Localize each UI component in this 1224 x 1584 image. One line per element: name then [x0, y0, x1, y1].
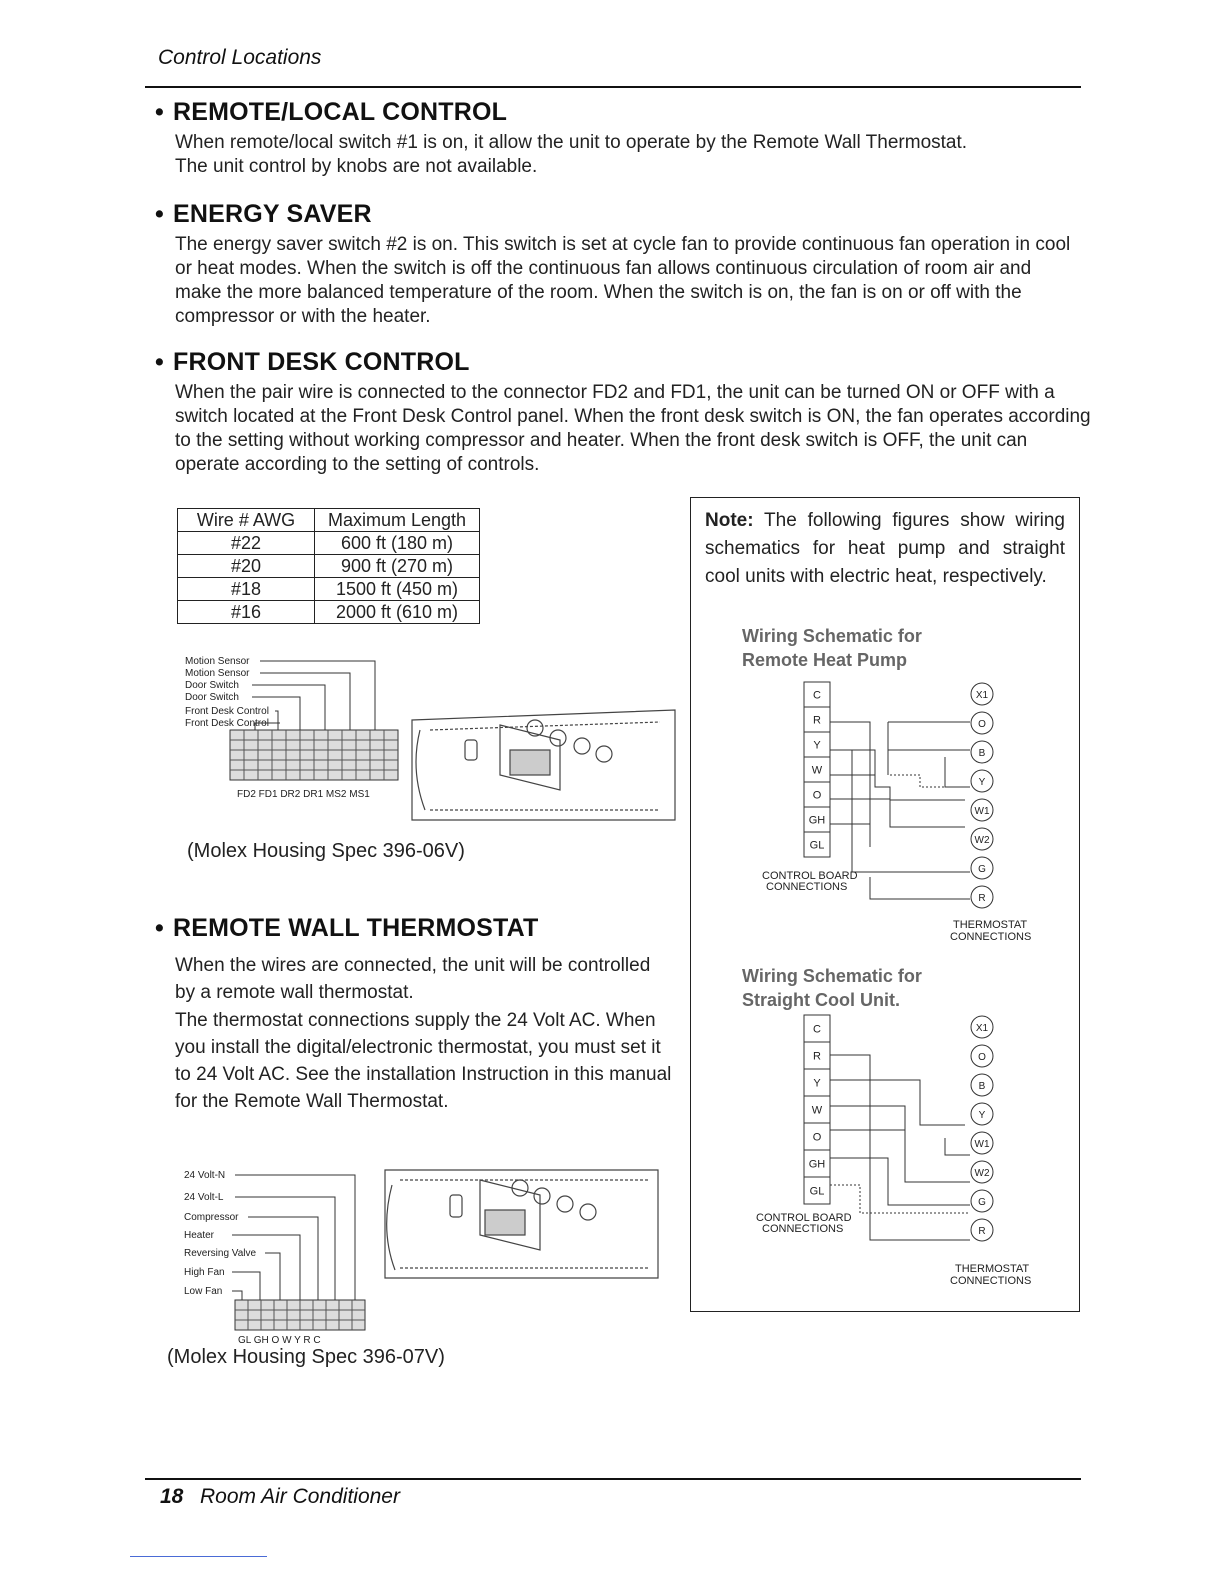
molex-06v-label: Motion Sensor [185, 668, 250, 679]
thermostat-terminal [971, 1161, 993, 1183]
page-number: 18 [160, 1485, 184, 1508]
board-terminal [804, 807, 830, 832]
molex-06v-label: Front Desk Control [185, 718, 269, 729]
board-terminal-label: O [812, 789, 822, 802]
board-terminal [804, 1015, 830, 1042]
table-header-row [178, 509, 480, 532]
molex-06v-pin-labels: FD2 FD1 DR2 DR1 MS2 MS1 [237, 789, 370, 800]
schematic-title-line: Wiring Schematic for [742, 626, 922, 646]
molex-07v-label: Low Fan [184, 1286, 223, 1297]
board-terminal-label: O [812, 1131, 822, 1144]
footer-title: Room Air Conditioner [200, 1485, 400, 1508]
straight-cool-schematic-title [742, 964, 922, 1012]
board-terminal [804, 1096, 830, 1123]
thermostat-terminal-label: B [978, 1081, 986, 1092]
molex-06v-label: Front Desk Control [185, 706, 269, 717]
front-desk-title: FRONT DESK CONTROL [173, 348, 470, 376]
note-label: Note: [705, 510, 754, 531]
board-terminal-label: C [813, 689, 821, 702]
table-cell: #20 [178, 555, 315, 578]
thermostat-terminal [971, 799, 993, 821]
board-terminal-label: Y [813, 739, 821, 752]
board-terminal-label: W [811, 764, 823, 777]
table-row [178, 601, 480, 624]
thermostat-connections-label: THERMOSTAT [953, 919, 1028, 931]
thermostat-terminal-label: X1 [975, 690, 989, 701]
thermostat-terminal [971, 770, 993, 792]
molex-07v-label: Compressor [184, 1212, 239, 1223]
thermostat-terminal-label: R [978, 893, 986, 904]
thermostat-terminal [971, 1219, 993, 1241]
board-terminal [804, 1123, 830, 1150]
board-terminal-label: GH [808, 1158, 826, 1171]
thermostat-terminal-label: W2 [974, 1168, 990, 1179]
thermostat-terminal-label: W1 [974, 806, 990, 817]
front-desk-paragraph [175, 381, 1091, 477]
wire-length-table [177, 508, 480, 624]
table-cell: #18 [178, 578, 315, 601]
board-terminal [804, 782, 830, 807]
thermostat-terminal-label: R [978, 1226, 986, 1237]
molex-06v-label: Door Switch [185, 692, 239, 703]
molex-07v-label: 24 Volt-N [184, 1170, 226, 1181]
molex-07v-pin-labels: GL GH O W Y R C [238, 1335, 321, 1346]
board-terminal [804, 682, 830, 707]
molex-07v-label: 24 Volt-L [184, 1192, 224, 1203]
table-cell: 2000 ft (610 m) [315, 601, 480, 624]
molex-07v-label: High Fan [184, 1267, 225, 1278]
board-terminal [804, 1042, 830, 1069]
board-terminal-label: Y [813, 1077, 821, 1090]
text-line: or heat modes. When the switch is off the continuous fan allows continuous circulation of room air and [175, 258, 1032, 279]
molex-07v-diagram [180, 1160, 670, 1350]
thermostat-terminal-label: W2 [974, 835, 990, 846]
molex-06v-label: Door Switch [185, 680, 239, 691]
table-cell: #16 [178, 601, 315, 624]
text-line: to the setting without working compressor and heater. When the front desk switch is OFF, the unit can [175, 430, 1028, 451]
table-header-cell: Wire # AWG [178, 509, 315, 532]
thermostat-terminal [971, 1132, 993, 1154]
board-terminal-label: W [811, 1104, 823, 1117]
remote-wall-title: REMOTE WALL THERMOSTAT [173, 914, 539, 942]
unit-illustration [385, 1170, 658, 1278]
heat-pump-schematic-title [742, 624, 922, 672]
text-line: compressor or with the heater. [175, 306, 431, 327]
footer-rule [145, 1478, 1081, 1480]
thermostat-terminal [971, 1074, 993, 1096]
text-line: When the pair wire is connected to the connector FD2 and FD1, the unit can be turned ON or OFF with a [175, 382, 1055, 403]
note-text [705, 507, 1065, 591]
text-line: The energy saver switch #2 is on. This switch is set at cycle fan to provide continuous fan operation in cool [175, 234, 1071, 255]
front-desk-heading: • FRONT DESK CONTROL [155, 348, 470, 376]
thermostat-terminal [971, 1190, 993, 1212]
molex-06v-caption: (Molex Housing Spec 396-06V) [187, 840, 465, 862]
table-row [178, 532, 480, 555]
board-connections-label: CONNECTIONS [766, 881, 848, 893]
board-terminal [804, 707, 830, 732]
page-header-title: Control Locations [158, 46, 322, 69]
thermostat-terminal-label: B [978, 748, 986, 759]
thermostat-terminal [971, 857, 993, 879]
table-header-cell: Maximum Length [315, 509, 480, 532]
link-underline [130, 1556, 267, 1557]
connector-07v [235, 1300, 365, 1330]
thermostat-terminal-label: O [978, 1052, 986, 1063]
thermostat-terminal [971, 886, 993, 908]
board-terminal [804, 1150, 830, 1177]
molex-06v-diagram [180, 650, 680, 830]
board-terminal [804, 832, 830, 857]
straight-cool-wiring-schematic [740, 1010, 1060, 1290]
table-cell: 600 ft (180 m) [315, 532, 480, 555]
energy-saver-heading: • ENERGY SAVER [155, 200, 372, 228]
table-row [178, 555, 480, 578]
thermostat-terminal [971, 712, 993, 734]
text-line: operate according to the setting of controls. [175, 454, 540, 475]
schematic-title-line: Wiring Schematic for [742, 966, 922, 986]
board-connections-label: CONTROL BOARD [756, 1212, 852, 1224]
table-row [178, 578, 480, 601]
thermostat-terminal-label: Y [978, 1110, 986, 1121]
table-cell: 900 ft (270 m) [315, 555, 480, 578]
remote-local-heading: • REMOTE/LOCAL CONTROL [155, 98, 508, 126]
thermostat-terminal-label: X1 [975, 1023, 989, 1034]
molex-06v-label: Motion Sensor [185, 656, 250, 667]
molex-07v-label: Heater [184, 1230, 215, 1241]
energy-saver-paragraph [175, 233, 1070, 329]
text-line: When the wires are connected, the unit will be controlled [175, 955, 651, 976]
remote-wall-paragraph [175, 952, 671, 1116]
thermostat-terminal [971, 683, 993, 705]
board-terminal [804, 757, 830, 782]
schematic-title-line: Straight Cool Unit. [742, 990, 900, 1010]
thermostat-terminal [971, 1045, 993, 1067]
thermostat-terminal [971, 828, 993, 850]
text-line: The thermostat connections supply the 24 Volt AC. When [175, 1009, 656, 1031]
molex-07v-label: Reversing Valve [184, 1248, 257, 1259]
text-line: switch located at the Front Desk Control panel. When the front desk switch is ON, the fan operates according [175, 406, 1091, 427]
thermostat-terminal [971, 1016, 993, 1038]
board-terminal-label: GL [809, 839, 825, 852]
text-line: make the more balanced temperature of the room. When the switch is on, the fan is on or off with the [175, 282, 1022, 303]
table-cell: 1500 ft (450 m) [315, 578, 480, 601]
thermostat-terminal-label: Y [978, 777, 986, 788]
board-terminal-label: R [813, 1050, 821, 1063]
thermostat-terminal-label: G [978, 1197, 986, 1208]
text-line: for the Remote Wall Thermostat. [175, 1091, 449, 1113]
board-terminal-label: R [813, 714, 821, 727]
board-terminal-label: GL [809, 1185, 825, 1198]
board-terminal-label: GH [808, 814, 826, 827]
board-connections-label: CONNECTIONS [762, 1223, 844, 1235]
energy-saver-title: ENERGY SAVER [173, 200, 372, 228]
connector-06v [230, 730, 398, 780]
text-line: to 24 Volt AC. See the installation Instruction in this manual [175, 1064, 672, 1086]
schematic-title-line: Remote Heat Pump [742, 650, 908, 670]
text-line: by a remote wall thermostat. [175, 982, 414, 1004]
board-terminal [804, 1069, 830, 1096]
thermostat-terminal-label: G [978, 864, 986, 875]
remote-local-title: REMOTE/LOCAL CONTROL [173, 98, 508, 126]
thermostat-terminal [971, 1103, 993, 1125]
note-body: The following figures show wiring schematics for heat pump and straight cool units with electric heat, respectively. [705, 510, 1065, 587]
header-rule [145, 86, 1081, 88]
text-line: When remote/local switch #1 is on, it allow the unit to operate by the Remote Wall Thermostat. [175, 132, 968, 153]
thermostat-connections-label: THERMOSTAT [955, 1263, 1030, 1275]
remote-wall-heading: • REMOTE WALL THERMOSTAT [155, 914, 539, 942]
molex-07v-caption: (Molex Housing Spec 396-07V) [167, 1346, 445, 1368]
board-connections-label: CONTROL BOARD [762, 870, 858, 882]
board-terminal-label: C [813, 1023, 821, 1036]
board-terminal [804, 732, 830, 757]
thermostat-connections-label: CONNECTIONS [950, 1275, 1032, 1287]
board-terminal [804, 1177, 830, 1204]
text-line: The unit control by knobs are not available. [175, 156, 538, 177]
thermostat-connections-label: CONNECTIONS [950, 931, 1032, 943]
thermostat-terminal [971, 741, 993, 763]
table-cell: #22 [178, 532, 315, 555]
remote-local-paragraph [175, 131, 967, 179]
thermostat-terminal-label: W1 [974, 1139, 990, 1150]
unit-illustration [412, 710, 675, 820]
thermostat-terminal-label: O [978, 719, 986, 730]
heat-pump-wiring-schematic [740, 672, 1060, 947]
text-line: you install the digital/electronic thermostat, you must set it [175, 1036, 661, 1058]
